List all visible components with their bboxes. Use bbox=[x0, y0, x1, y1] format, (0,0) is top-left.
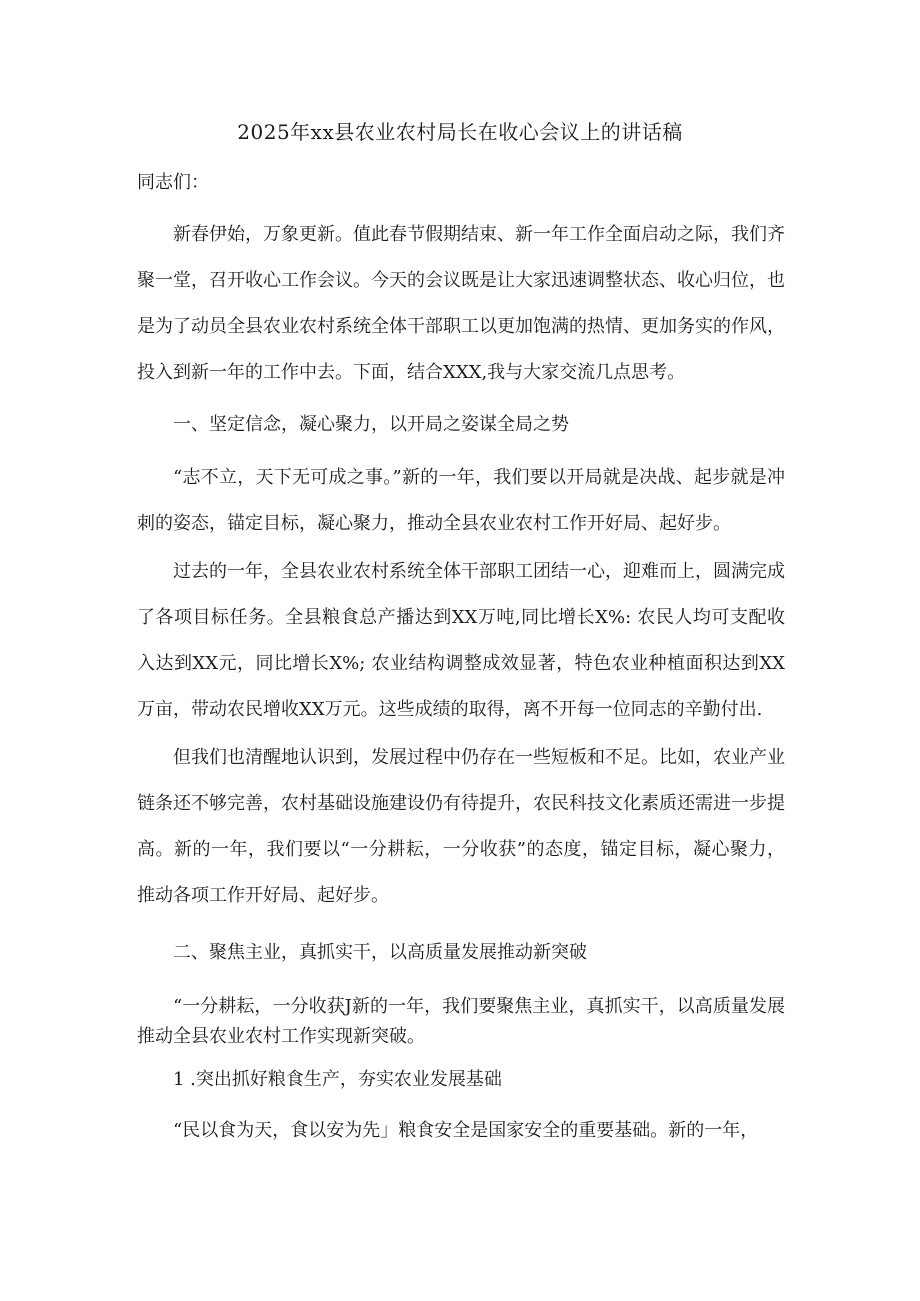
paragraph-focus: “一分耕耘，一分收获J新的一年，我们要聚焦主业，真抓实干，以高质量发展推动全县农业农村工作实现新突破。 bbox=[137, 996, 785, 1047]
document-title: 2025年xx县农业农村局长在收心会议上的讲话稿 bbox=[237, 120, 683, 144]
paragraph-shortcomings: 但我们也清醒地认识到，发展过程中仍存在一些短板和不足。比如，农业产业链条还不够完善，农村基础设施建设仍有待提升，农民科技文化素质还需进一步提高。新的一年，我们要以“一分耕耘，一分收获”的态度，锚定目标，凝心聚力，推动各项工作开好局、起好步。 bbox=[137, 747, 785, 906]
paragraph-opening: 新春伊始，万象更新。值此春节假期结束、新一年工作全面启动之际，我们齐聚一堂，召开收心工作会议。今天的会议既是让大家迅速调整状态、收心归位，也是为了动员全县农业农村系统全体干部职工以更加饱满的热情、更加务实的作风，投入到新一年的工作中去。下面，结合XXX,我与大家交流几点思考。 bbox=[137, 224, 785, 383]
paragraph-ambition: “志不立，天下无可成之事。”新的一年，我们要以开局就是决战、起步就是冲刺的姿态，锚定目标，凝心聚力，推动全县农业农村工作开好局、起好步。 bbox=[137, 467, 785, 534]
subsection-heading-1: 1 .突出抓好粮食生产，夯实农业发展基础 bbox=[173, 1069, 502, 1090]
section-heading-2: 二、聚焦主业，真抓实干，以高质量发展推动新突破 bbox=[173, 942, 587, 963]
section-heading-1: 一、坚定信念，凝心聚力，以开局之姿谋全局之势 bbox=[173, 414, 569, 435]
paragraph-review: 过去的一年，全县农业农村系统全体干部职工团结一心，迎难而上，圆满完成了各项目标任务。全县粮食总产播达到XX万吨,同比增长X%: 农民人均可支配收入达到XX元，同比增长X%; 农业结构调整成效显著，特色农业种植面积达到XX万亩，带动农民增收XX万元。这些成绩的取得，离不开每一位同志的辛勤付出. bbox=[137, 561, 785, 720]
paragraph-grain-security: “民以食为天，食以安为先」粮食安全是国家安全的重要基础。新的一年， bbox=[173, 1120, 759, 1141]
salutation: 同志们： bbox=[137, 172, 209, 193]
